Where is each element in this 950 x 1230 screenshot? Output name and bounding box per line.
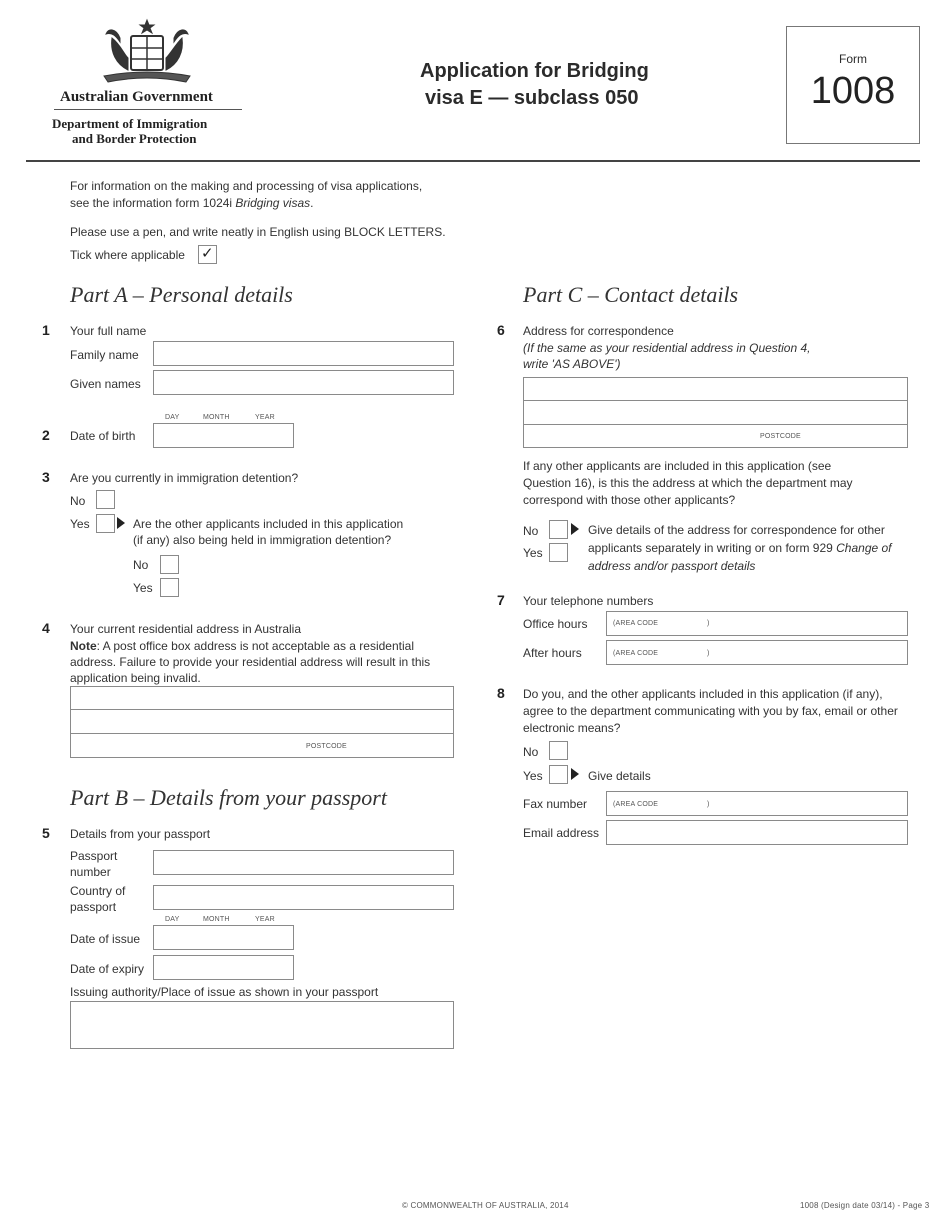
- q8-line3: electronic means?: [523, 721, 621, 735]
- q6-no-arrow-icon: [571, 523, 579, 535]
- after-hours-close-paren: ): [707, 650, 710, 657]
- q8-number: 8: [497, 685, 505, 701]
- office-hours-area-code-caption: (AREA CODE: [613, 620, 659, 627]
- fax-area-code-caption: (AREA CODE: [613, 801, 659, 808]
- issuing-authority-label: Issuing authority/Place of issue as shown in your passport: [70, 985, 379, 999]
- q3-sub-yes-label: Yes: [133, 581, 153, 595]
- office-hours-close-paren: ): [707, 620, 710, 627]
- date-of-birth-input[interactable]: [153, 423, 294, 448]
- form-label: Form: [839, 52, 867, 66]
- q1-label: Your full name: [70, 324, 147, 338]
- q6-label: Address for correspondence: [523, 324, 674, 338]
- passport-number-label-1: Passport: [70, 849, 118, 863]
- family-name-input[interactable]: [153, 341, 454, 366]
- q2-label: Date of birth: [70, 429, 136, 443]
- residential-address-line1-input[interactable]: [70, 686, 454, 710]
- issue-month-caption: MONTH: [203, 916, 230, 923]
- dob-day-caption: DAY: [165, 414, 180, 421]
- department-name-line1: Department of Immigration: [52, 116, 208, 131]
- q3-sub-no-label: No: [133, 558, 149, 572]
- part-c-title: Part C – Contact details: [523, 282, 739, 307]
- tick-example-mark: ✓: [201, 245, 214, 262]
- q6-other-line1: If any other applicants are included in this application (see: [523, 459, 832, 473]
- q8-no-label: No: [523, 745, 539, 759]
- form-title-line2: visa E — subclass 050: [425, 87, 639, 109]
- country-of-passport-label-2: passport: [70, 900, 117, 914]
- q2-number: 2: [42, 427, 50, 443]
- issuing-authority-input[interactable]: [70, 1001, 454, 1049]
- date-of-issue-input[interactable]: [153, 925, 294, 950]
- q5-label: Details from your passport: [70, 827, 211, 841]
- date-of-issue-label: Date of issue: [70, 932, 141, 946]
- fax-close-paren: ): [707, 801, 710, 808]
- q8-yes-checkbox[interactable]: [549, 765, 568, 784]
- country-of-passport-label-1: Country of: [70, 884, 126, 898]
- form-title-line1: Application for Bridging: [420, 60, 649, 82]
- correspondence-address-line3-input[interactable]: [523, 424, 908, 448]
- q3-no-label: No: [70, 494, 86, 508]
- q3-sub-question-line2: (if any) also being held in immigration detention?: [133, 533, 392, 547]
- q6-number: 6: [497, 322, 505, 338]
- q4-note-line2: address. Failure to provide your residential address will result in this: [70, 655, 431, 669]
- q3-yes-arrow-icon: [117, 517, 125, 529]
- dob-year-caption: YEAR: [255, 414, 275, 421]
- footer-page-info: 1008 (Design date 03/14) - Page 3: [800, 1201, 930, 1210]
- q8-line1: Do you, and the other applicants included in this application (if any),: [523, 687, 883, 701]
- q8-give-details: Give details: [588, 769, 651, 783]
- q8-yes-label: Yes: [523, 769, 543, 783]
- q4-note-line3: application being invalid.: [70, 671, 201, 685]
- after-hours-area-code-caption: (AREA CODE: [613, 650, 659, 657]
- intro-info-line1: For information on the making and processing of visa applications,: [70, 179, 423, 193]
- country-of-passport-input[interactable]: [153, 885, 454, 910]
- q3-sub-question-line1: Are the other applicants included in this application: [133, 517, 404, 531]
- part-b-title: Part B – Details from your passport: [70, 785, 387, 810]
- form-number: 1008: [810, 70, 896, 112]
- q4-note-text: : A post office box address is not acceptable as a residential: [96, 639, 414, 653]
- date-of-expiry-label: Date of expiry: [70, 962, 145, 976]
- residential-address-line3-input[interactable]: [70, 733, 454, 758]
- q4-note-bold: Note: [70, 639, 97, 653]
- residential-postcode-caption: POSTCODE: [306, 743, 347, 750]
- office-hours-label: Office hours: [523, 617, 588, 631]
- correspondence-address-line2-input[interactable]: [523, 400, 908, 425]
- q6-give-line2: [588, 540, 892, 556]
- q8-line2: agree to the department communicating with you by fax, email or other: [523, 704, 898, 718]
- given-names-input[interactable]: [153, 370, 454, 395]
- department-name-line2: and Border Protection: [72, 131, 197, 146]
- correspondence-address-line1-input[interactable]: [523, 377, 908, 401]
- intro-info-prefix: see the information form 1024i: [70, 196, 236, 210]
- header-logo-divider: [54, 109, 242, 110]
- correspondence-postcode-caption: POSTCODE: [760, 433, 801, 440]
- q3-label: Are you currently in immigration detention?: [70, 471, 299, 485]
- email-address-input[interactable]: [606, 820, 908, 845]
- q6-other-line2: Question 16), is this the address at which the department may: [523, 476, 853, 490]
- q6-give-line2-text: applicants separately in writing or on form 929: [588, 541, 837, 555]
- q1-number: 1: [42, 322, 50, 338]
- part-a-title: Part A – Personal details: [70, 282, 293, 307]
- tick-instruction: Tick where applicable: [70, 248, 185, 262]
- q6-italic-line1: (If the same as your residential address in Question 4,: [523, 341, 811, 355]
- intro-info-line2: [70, 195, 313, 211]
- q5-number: 5: [42, 825, 50, 841]
- passport-number-label-2: number: [70, 865, 111, 879]
- q3-number: 3: [42, 469, 50, 485]
- intro-info-italic: Bridging visas: [235, 196, 311, 210]
- q3-sub-no-checkbox[interactable]: [160, 555, 179, 574]
- q6-yes-label: Yes: [523, 546, 543, 560]
- footer-copyright: © COMMONWEALTH OF AUSTRALIA, 2014: [402, 1201, 569, 1210]
- passport-number-input[interactable]: [153, 850, 454, 875]
- q4-number: 4: [42, 620, 50, 636]
- q6-give-line3: address and/or passport details: [588, 559, 756, 573]
- after-hours-label: After hours: [523, 646, 582, 660]
- q6-other-line3: correspond with those other applicants?: [523, 493, 736, 507]
- q4-label: Your current residential address in Australia: [70, 622, 302, 636]
- fax-number-label: Fax number: [523, 797, 588, 811]
- q3-sub-yes-checkbox[interactable]: [160, 578, 179, 597]
- q6-give-line1: Give details of the address for correspondence for other: [588, 523, 885, 537]
- intro-info-suffix: .: [310, 196, 314, 210]
- q6-italic-line2: write 'AS ABOVE'): [523, 357, 621, 371]
- q3-yes-label: Yes: [70, 517, 90, 531]
- q4-note-line1: [70, 638, 414, 654]
- q8-no-checkbox[interactable]: [549, 741, 568, 760]
- q7-number: 7: [497, 592, 505, 608]
- given-names-label: Given names: [70, 377, 141, 391]
- q6-no-label: No: [523, 524, 539, 538]
- residential-address-line2-input[interactable]: [70, 709, 454, 734]
- date-of-expiry-input[interactable]: [153, 955, 294, 980]
- q3-no-checkbox[interactable]: [96, 490, 115, 509]
- q7-label: Your telephone numbers: [523, 594, 654, 608]
- issue-day-caption: DAY: [165, 916, 180, 923]
- q3-yes-checkbox[interactable]: [96, 514, 115, 533]
- q6-give-line2-italic: Change of: [836, 541, 892, 555]
- q6-no-checkbox[interactable]: [549, 520, 568, 539]
- intro-pen-line: Please use a pen, and write neatly in English using BLOCK LETTERS.: [70, 225, 446, 239]
- family-name-label: Family name: [70, 348, 139, 362]
- header-divider: [26, 160, 920, 162]
- q8-yes-arrow-icon: [571, 768, 579, 780]
- government-name: Australian Government: [60, 89, 213, 105]
- issue-year-caption: YEAR: [255, 916, 275, 923]
- coat-of-arms-icon: [98, 18, 196, 84]
- q6-yes-checkbox[interactable]: [549, 543, 568, 562]
- email-address-label: Email address: [523, 826, 600, 840]
- dob-month-caption: MONTH: [203, 414, 230, 421]
